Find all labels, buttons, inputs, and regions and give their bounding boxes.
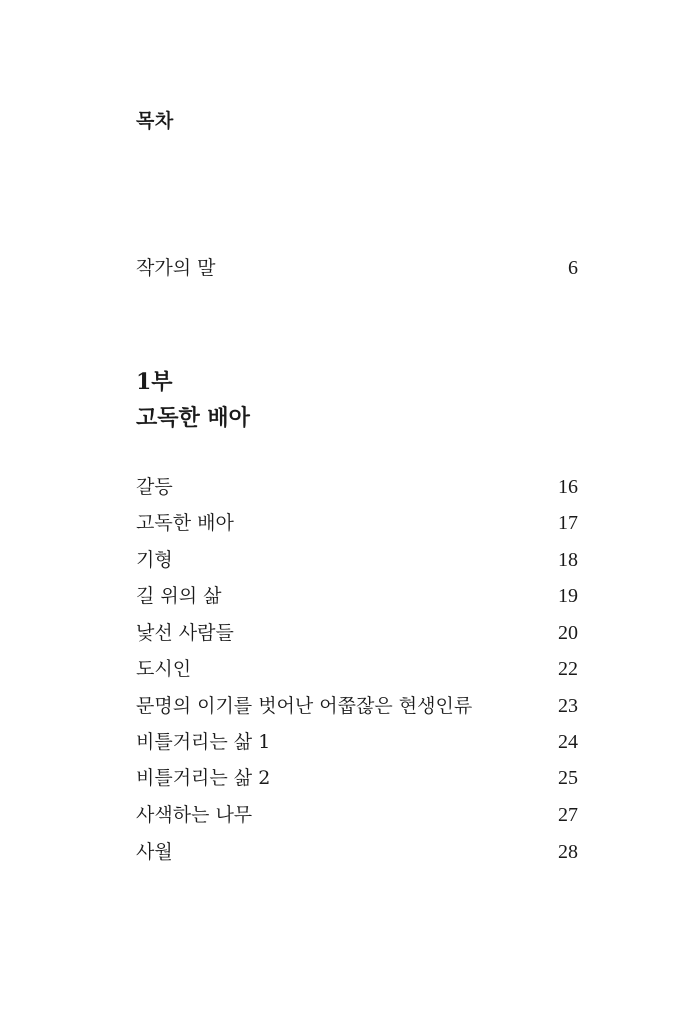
toc-entry-page: 24 xyxy=(558,731,578,753)
toc-entry xyxy=(136,730,578,754)
toc-entry-label: 갈등 xyxy=(136,476,173,498)
toc-entry xyxy=(136,511,578,535)
toc-entry-label: 비틀거리는 삶 2 xyxy=(136,767,271,789)
toc-entry-page: 22 xyxy=(558,658,578,680)
toc-entry-page: 18 xyxy=(558,549,578,571)
toc-entry xyxy=(136,803,578,827)
toc-entry xyxy=(136,475,578,499)
toc-entry xyxy=(136,621,578,645)
toc-entry xyxy=(136,840,578,864)
toc-entry xyxy=(136,766,578,790)
toc-entry xyxy=(136,657,578,681)
part-heading xyxy=(136,364,250,436)
toc-entry-label: 낯선 사람들 xyxy=(136,622,234,644)
toc-entry xyxy=(136,584,578,608)
toc-entry-page: 27 xyxy=(558,804,578,826)
toc-entry-page: 23 xyxy=(558,695,578,717)
toc-entry-label: 사색하는 나무 xyxy=(136,804,253,826)
toc-entry-page: 25 xyxy=(558,767,578,789)
toc-entry-page: 16 xyxy=(558,476,578,498)
toc-entry-label: 고독한 배아 xyxy=(136,512,234,534)
toc-entry-label: 길 위의 삶 xyxy=(136,585,222,607)
toc-entry-label: 사월 xyxy=(136,841,173,863)
part-number: 1부 xyxy=(136,369,173,395)
toc-entry xyxy=(136,694,578,718)
toc-heading: 목차 xyxy=(136,110,174,132)
toc-entry-page: 20 xyxy=(558,622,578,644)
toc-entry-label: 기형 xyxy=(136,549,173,571)
toc-entry-preface xyxy=(136,256,578,280)
toc-entry-page: 19 xyxy=(558,585,578,607)
part-title: 고독한 배아 xyxy=(136,405,250,431)
toc-entry-page: 28 xyxy=(558,841,578,863)
toc-entry-label: 도시인 xyxy=(136,658,192,680)
toc-entry-page: 6 xyxy=(568,257,578,279)
toc-entry-label: 작가의 말 xyxy=(136,257,216,279)
toc-entry-label: 비틀거리는 삶 1 xyxy=(136,731,271,753)
toc-entry xyxy=(136,548,578,572)
toc-entry-page: 17 xyxy=(558,512,578,534)
toc-entry-label: 문명의 이기를 벗어난 어쭙잖은 현생인류 xyxy=(136,695,473,717)
